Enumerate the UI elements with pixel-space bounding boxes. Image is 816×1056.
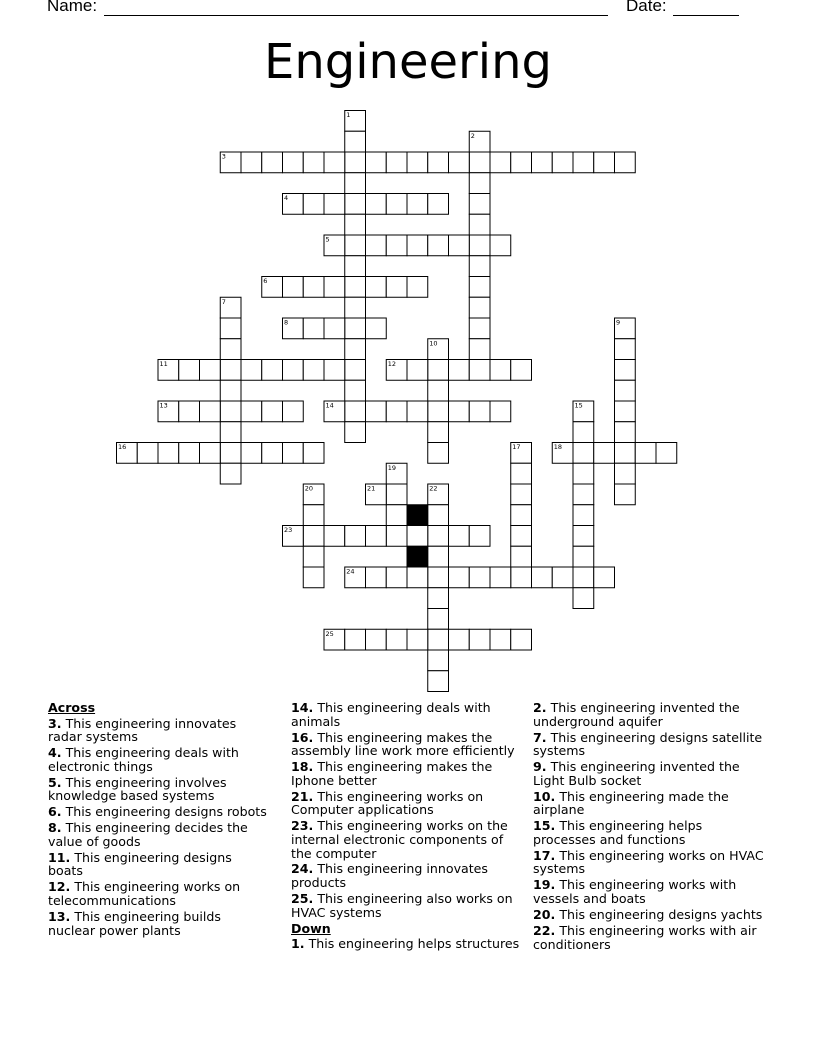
grid-cell[interactable] [386,235,407,256]
grid-cell[interactable] [220,422,241,443]
clue-number-label: 1. [291,936,305,952]
grid-cell[interactable] [615,484,636,505]
clue-number: 25 [325,629,334,638]
clue-number: 10 [429,339,438,348]
grid-cell[interactable] [303,505,324,526]
grid-cell[interactable] [552,567,573,588]
down-heading: Down [291,920,331,936]
grid-cell[interactable] [345,401,366,422]
grid-cell[interactable] [428,609,449,630]
grid-cell[interactable] [573,526,594,547]
grid-cell[interactable] [241,360,262,381]
clue-item [48,851,270,878]
grid-cell[interactable] [366,526,387,547]
clue-text: This engineering deals with electronic things [48,745,239,774]
down-clue-list [291,937,523,951]
clue-text: This engineering also works on HVAC systems [291,891,513,920]
grid-cell[interactable] [428,567,449,588]
clue-item [291,937,523,951]
grid-cell[interactable] [449,235,470,256]
grid-cell[interactable] [428,422,449,443]
grid-cell[interactable] [428,588,449,609]
clue-number-label: 6. [48,804,62,820]
clue-text: This engineering invented the Light Bulb socket [533,759,740,788]
grid-cell[interactable] [490,629,511,650]
grid-cell[interactable] [428,152,449,173]
grid-cell[interactable] [200,401,221,422]
black-square [407,546,428,567]
clue-text: This engineering designs yachts [555,907,763,923]
clue-item [291,790,523,817]
clue-text: This engineering makes the assembly line work more efficiently [291,729,515,759]
grid-cell[interactable] [303,546,324,567]
grid-cell[interactable] [283,443,304,464]
clue-item [533,731,765,758]
grid-cell[interactable] [179,401,200,422]
clue-number: 2 [470,131,475,140]
grid-cell[interactable] [386,484,407,505]
clue-number: 21 [367,484,376,493]
grid-cell[interactable] [594,443,615,464]
clue-item [291,760,523,787]
grid-cell[interactable] [262,360,283,381]
grid-cell[interactable] [303,360,324,381]
grid-cell[interactable] [366,194,387,215]
grid-cell[interactable] [220,463,241,484]
grid-cell[interactable] [428,443,449,464]
grid-cell[interactable] [345,318,366,339]
clue-number: 23 [284,526,293,534]
grid-cell[interactable] [469,318,490,339]
grid-cell[interactable] [220,380,241,401]
grid-cell[interactable] [552,152,573,173]
grid-cell[interactable] [262,443,283,464]
clue-number-label: 23. [291,818,314,834]
grid-cell[interactable] [386,505,407,526]
clue-item [48,805,270,819]
grid-cell[interactable] [241,152,262,173]
grid-cell[interactable] [303,277,324,298]
grid-cell[interactable] [366,152,387,173]
grid-cell[interactable] [283,277,304,298]
grid-cell[interactable] [158,443,179,464]
grid-cell[interactable] [511,526,532,547]
grid-cell[interactable] [345,422,366,443]
grid-cell[interactable] [241,443,262,464]
grid-cell[interactable] [511,484,532,505]
clue-item [48,746,270,773]
grid-cell[interactable] [469,152,490,173]
grid-cell[interactable] [345,214,366,235]
clue-item [533,849,765,876]
grid-cell[interactable] [366,629,387,650]
grid-cell[interactable] [345,194,366,215]
clue-number-label: 17. [533,847,556,863]
page-title: Engineering [264,34,552,90]
grid-cell[interactable] [407,235,428,256]
clue-number-label: 10. [533,788,556,804]
clue-number: 8 [284,318,289,327]
grid-cell[interactable] [283,152,304,173]
clue-text: This engineering deals with animals [291,700,491,729]
clue-number: 13 [159,401,168,410]
clue-number-label: 15. [533,818,556,834]
clue-number: 12 [387,360,397,368]
clue-number-label: 16. [291,729,314,745]
grid-cell[interactable] [407,277,428,298]
grid-cell[interactable] [615,152,636,173]
clue-number: 19 [387,463,397,472]
grid-cell[interactable] [469,567,490,588]
clue-text: This engineering helps processes and functions [533,818,703,847]
clue-number-label: 13. [48,909,71,925]
grid-cell[interactable] [386,567,407,588]
grid-cell[interactable] [407,194,428,215]
clue-text: This engineering innovates products [291,861,488,891]
clue-number-label: 21. [291,788,314,804]
grid-cell[interactable] [615,463,636,484]
grid-cell[interactable] [428,401,449,422]
grid-cell[interactable] [428,629,449,650]
across-clue-list-continued [291,701,523,919]
clue-item [533,878,765,905]
clue-text: This engineering innovates radar systems [48,715,237,745]
grid-cell[interactable] [490,401,511,422]
clue-text: This engineering invented the underground aquifer [533,700,740,729]
grid-cell[interactable] [573,422,594,443]
clue-number-label: 18. [291,759,314,775]
grid-cell[interactable] [366,318,387,339]
down-clue-list-continued [533,701,765,951]
grid-cell[interactable] [511,360,532,381]
grid-cell[interactable] [386,629,407,650]
grid-cell[interactable] [656,443,677,464]
clue-text: This engineering builds nuclear power plants [48,909,221,938]
grid-cell[interactable] [262,401,283,422]
grid-cell[interactable] [428,671,449,692]
clue-number-label: 4. [48,745,62,761]
grid-cell[interactable] [303,318,324,339]
grid-cell[interactable] [386,526,407,547]
grid-cell[interactable] [283,401,304,422]
grid-cell[interactable] [594,152,615,173]
clue-item [48,821,270,848]
grid-cell[interactable] [532,152,553,173]
grid-cell[interactable] [511,567,532,588]
grid-cell[interactable] [324,318,345,339]
grid-cell[interactable] [615,360,636,381]
grid-cell[interactable] [386,277,407,298]
across-heading: Across [48,700,96,715]
grid-cell[interactable] [303,152,324,173]
clue-number-label: 5. [48,774,62,790]
grid-cell[interactable] [386,194,407,215]
clue-item [48,910,270,937]
grid-cell[interactable] [511,152,532,173]
grid-cell[interactable] [573,484,594,505]
across-clue-list [48,717,270,938]
clue-text: This engineering works on Computer applications [291,788,484,818]
grid-cell[interactable] [345,629,366,650]
grid-cell[interactable] [386,401,407,422]
clue-number: 14 [325,401,334,410]
grid-cell[interactable] [615,422,636,443]
grid-cell[interactable] [573,546,594,567]
grid-cell[interactable] [449,526,470,547]
grid-cell[interactable] [428,360,449,381]
grid-cell[interactable] [469,297,490,318]
grid-cell[interactable] [303,567,324,588]
grid-cell[interactable] [324,152,345,173]
clue-number: 3 [221,152,226,161]
clue-number-label: 11. [48,849,71,865]
grid-cell[interactable] [449,360,470,381]
clue-item [48,717,270,744]
grid-cell[interactable] [511,463,532,484]
grid-cell[interactable] [345,297,366,318]
clue-number-label: 7. [533,729,547,745]
grid-cell[interactable] [511,629,532,650]
grid-cell[interactable] [345,360,366,381]
clue-text: This engineering designs robots [61,804,267,820]
grid-cell[interactable] [407,567,428,588]
grid-cell[interactable] [137,443,158,464]
grid-cell[interactable] [345,173,366,194]
grid-cell[interactable] [428,650,449,671]
grid-cell[interactable] [262,152,283,173]
clue-number: 5 [325,235,330,244]
grid-cell[interactable] [283,360,304,381]
grid-cell[interactable] [324,526,345,547]
grid-cell[interactable] [428,546,449,567]
clue-item [533,924,765,951]
grid-cell[interactable] [366,567,387,588]
black-square [407,505,428,526]
grid-cell[interactable] [469,339,490,360]
grid-cell[interactable] [449,629,470,650]
grid-cell[interactable] [220,360,241,381]
clue-number: 6 [263,277,268,285]
grid-cell[interactable] [428,194,449,215]
clue-number-label: 3. [48,715,62,731]
grid-cell[interactable] [366,401,387,422]
grid-cell[interactable] [220,443,241,464]
grid-cell[interactable] [345,339,366,360]
grid-cell[interactable] [573,567,594,588]
clue-number-label: 20. [533,907,556,923]
grid-cell[interactable] [635,443,656,464]
grid-cell[interactable] [469,277,490,298]
grid-cell[interactable] [241,401,262,422]
clue-text: This engineering made the airplane [533,788,729,818]
grid-cell[interactable] [345,235,366,256]
clues-column-3 [533,701,765,954]
date-label: Date: [626,0,667,15]
clue-item [533,819,765,846]
grid-cell[interactable] [324,277,345,298]
clue-item [291,731,523,758]
clue-number: 24 [346,567,355,576]
clue-number: 11 [159,360,168,368]
grid-cell[interactable] [490,152,511,173]
grid-cell[interactable] [449,152,470,173]
grid-cell[interactable] [511,505,532,526]
clue-number-label: 2. [533,700,547,715]
clue-number-label: 14. [291,700,314,715]
grid-cell[interactable] [324,360,345,381]
clue-number-label: 19. [533,877,556,893]
clue-number: 9 [616,318,621,327]
clues-column-1 [48,701,270,940]
clue-number: 1 [346,111,351,119]
grid-cell[interactable] [449,401,470,422]
grid-cell[interactable] [469,629,490,650]
clue-number: 22 [429,484,438,493]
clue-number-label: 9. [533,759,547,775]
grid-cell[interactable] [220,318,241,339]
clue-item [291,862,523,889]
grid-cell[interactable] [469,256,490,277]
grid-cell[interactable] [469,526,490,547]
grid-cell[interactable] [386,152,407,173]
grid-cell[interactable] [345,152,366,173]
clue-item [533,908,765,922]
clue-text: This engineering works with vessels and boats [533,877,737,907]
grid-cell[interactable] [428,380,449,401]
grid-cell[interactable] [200,443,221,464]
clues-column-2 [291,701,523,953]
clue-text: This engineering decides the value of goods [48,820,248,849]
grid-cell[interactable] [324,194,345,215]
grid-cell[interactable] [490,360,511,381]
grid-cell[interactable] [490,235,511,256]
clue-number: 4 [284,194,289,202]
grid-cell[interactable] [407,526,428,547]
grid-cell[interactable] [469,360,490,381]
clue-item [533,790,765,817]
grid-cell[interactable] [573,443,594,464]
clue-text: This engineering helps structures [304,936,520,952]
grid-cell[interactable] [469,235,490,256]
grid-cell[interactable] [407,152,428,173]
clue-number: 17 [512,443,521,451]
clue-number: 18 [553,443,563,451]
grid-cell[interactable] [573,152,594,173]
clue-item [48,776,270,803]
grid-cell[interactable] [303,526,324,547]
grid-cell[interactable] [220,401,241,422]
clue-number-label: 24. [291,861,314,877]
grid-cell[interactable] [449,567,470,588]
name-label: Name: [47,0,98,15]
clue-item [533,760,765,787]
grid-cell[interactable] [179,360,200,381]
grid-cell[interactable] [345,277,366,298]
grid-cell[interactable] [573,505,594,526]
clue-number-label: 25. [291,891,314,907]
clue-text: This engineering involves knowledge based systems [48,774,227,804]
grid-cell[interactable] [532,567,553,588]
clue-number: 20 [304,484,314,493]
grid-cell[interactable] [345,131,366,152]
clue-text: This engineering works on telecommunications [48,879,241,909]
grid-cell[interactable] [220,339,241,360]
grid-cell[interactable] [490,567,511,588]
grid-cell[interactable] [615,380,636,401]
grid-cell[interactable] [615,339,636,360]
clue-number: 15 [574,401,583,410]
grid-cell[interactable] [615,401,636,422]
grid-cell[interactable] [469,194,490,215]
clue-text: This engineering designs satellite systems [533,729,763,759]
grid-cell[interactable] [428,235,449,256]
clue-item [48,880,270,907]
grid-cell[interactable] [573,463,594,484]
clue-text: This engineering designs boats [48,849,232,879]
grid-cell[interactable] [469,173,490,194]
grid-cell[interactable] [615,443,636,464]
grid-cell[interactable] [345,380,366,401]
clue-number: 7 [221,297,226,306]
grid-cell[interactable] [366,277,387,298]
grid-cell[interactable] [511,546,532,567]
grid-cell[interactable] [179,443,200,464]
clue-text: This engineering works on HVAC systems [533,847,764,877]
clue-text: This engineering makes the Iphone better [291,759,493,788]
clue-item [291,819,523,860]
clue-item [533,701,765,728]
grid-cell[interactable] [345,526,366,547]
clue-item [291,701,523,728]
grid-cell[interactable] [594,567,615,588]
clue-number-label: 22. [533,923,556,939]
clue-text: This engineering works on the internal electronic components of the computer [291,818,508,861]
grid-cell[interactable] [469,214,490,235]
grid-cell[interactable] [200,360,221,381]
grid-cell[interactable] [303,194,324,215]
grid-cell[interactable] [407,401,428,422]
grid-cell[interactable] [407,360,428,381]
clue-item [291,892,523,919]
grid-cell[interactable] [345,256,366,277]
clue-number-label: 12. [48,879,71,895]
grid-cell[interactable] [407,629,428,650]
clue-number: 16 [118,443,127,451]
clue-number-label: 8. [48,820,62,836]
grid-cell[interactable] [469,401,490,422]
clue-text: This engineering works with air conditioners [533,923,757,952]
grid-cell[interactable] [428,526,449,547]
grid-cell[interactable] [573,588,594,609]
grid-cell[interactable] [366,235,387,256]
grid-cell[interactable] [303,443,324,464]
grid-cell[interactable] [428,505,449,526]
